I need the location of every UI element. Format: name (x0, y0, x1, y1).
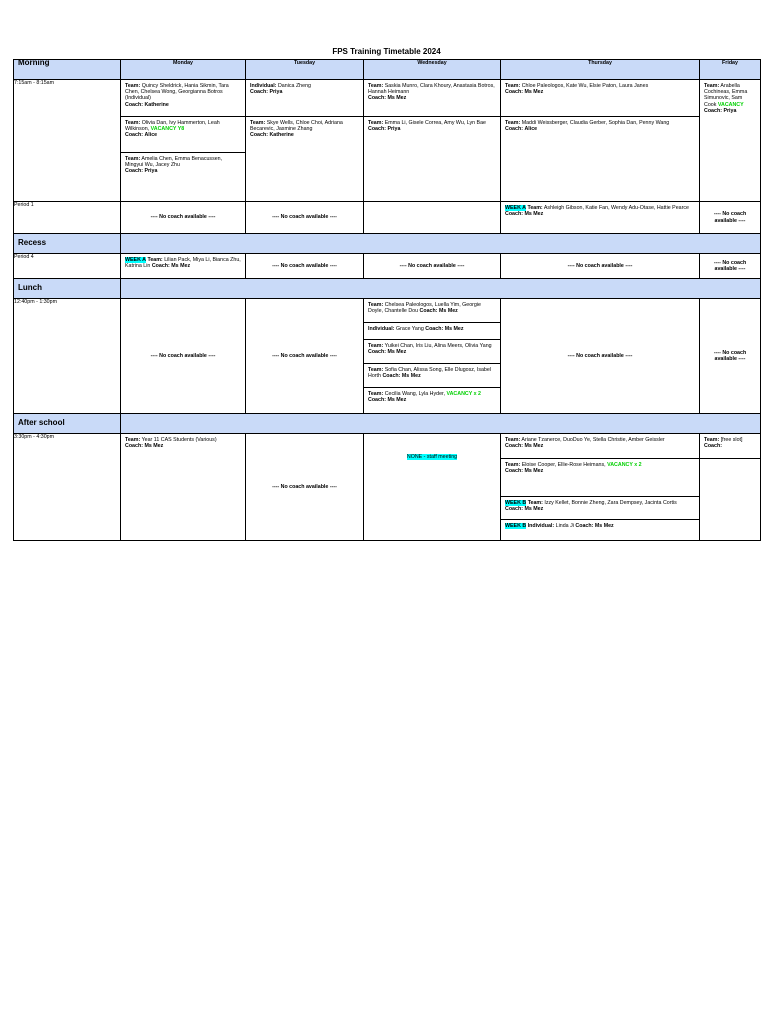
section-label-after-school: After school (14, 414, 121, 434)
individual-entry: Individual: Danica Zheng Coach: Priya (246, 80, 363, 117)
time-label-after-school: 3:30pm - 4:30pm (14, 434, 121, 541)
cell-after-thursday (501, 434, 700, 541)
cell-period4-wednesday: ---- No coach available ---- (364, 254, 501, 279)
team-entry: Team: Saskia Munro, Clara Khoury, Anastasia Botros, Hannah Heimann Coach: Ms Mez (364, 80, 500, 117)
cell-period1-monday: ---- No coach available ---- (121, 202, 246, 234)
cell-period4-monday (121, 254, 246, 279)
section-label-lunch: Lunch (14, 279, 121, 299)
team-entry: Team: Ariane Tzanerce, DuoDuo Ye, Stella Christie, Amber Geissler Coach: Ms Mez (501, 434, 699, 459)
team-entry: WEEK A Team: Ashleigh Gibson, Katie Fan, Wendy Adu-Otase, Hattie Pearce Coach: Ms Mez (505, 205, 689, 218)
team-entry: Team: Chloe Paleologos, Kate Wu, Elsie Paton, Laura Janes Coach: Ms Mez (501, 80, 699, 117)
row-recess (14, 234, 761, 254)
section-label-recess: Recess (14, 234, 121, 254)
individual-entry: Individual: Grace Yang Coach: Ms Mez (364, 323, 500, 340)
individual-entry: WEEK B Individual: Linda Ji Coach: Ms Mez (505, 523, 614, 529)
header-tuesday: Tuesday (246, 60, 364, 80)
team-entry: Team: Sofia Chan, Alissa Song, Elle Dlugosz, Isabel Horth Coach: Ms Mez (364, 364, 500, 388)
cell-period4-thursday: ---- No coach available ---- (501, 254, 700, 279)
header-wednesday: Wednesday (364, 60, 501, 80)
cell-lunch-wednesday (364, 299, 501, 414)
cell-morning-friday (700, 80, 761, 202)
vacancy-badge: VACANCY (717, 101, 744, 108)
team-entry: Team: Olivia Dan, Ivy Hammerton, Leah Wilkinson, VACANCY Y8 Coach: Alice (121, 117, 245, 153)
vacancy-badge: VACANCY x 2 (607, 462, 642, 468)
cell-morning-tuesday (246, 80, 364, 202)
row-after-school (14, 414, 761, 434)
time-label-morning: 7:15am - 8:15am (14, 80, 121, 202)
team-entry: Team: Cecilia Wang, Lyla Hyder, VACANCY x 2 Coach: Ms Mez (368, 391, 481, 404)
row-after-school-session (14, 434, 761, 541)
team-entry: Team: Skye Wells, Chloe Choi, Adriana Becarevic, Jasmine Zhang Coach: Katherine (250, 120, 343, 139)
vacancy-badge: VACANCY x 2 (446, 391, 481, 397)
section-fill (121, 279, 761, 299)
cell-period1-wednesday (364, 202, 501, 234)
cell-lunch-monday: ---- No coach available ---- (121, 299, 246, 414)
cell-period4-tuesday: ---- No coach available ---- (246, 254, 364, 279)
team-entry: Team: [free slot] Coach: (700, 434, 760, 459)
section-fill (121, 414, 761, 434)
cell-lunch-tuesday: ---- No coach available ---- (246, 299, 364, 414)
cell-after-wednesday (364, 434, 501, 541)
week-badge: WEEK B (505, 523, 527, 529)
header-row (14, 60, 761, 80)
team-entry: Team: Maddi Weissberger, Claudia Gerber, Sophia Dan, Penny Wang Coach: Alice (505, 120, 670, 133)
staff-meeting-note: NONE - staff meeting (406, 454, 458, 460)
team-entry: Team: Year 11 CAS Students (Various) Coach: Ms Mez (125, 437, 217, 450)
week-badge: WEEK A (125, 257, 146, 263)
cell-morning-thursday (501, 80, 700, 202)
team-entry: Team: Arabella Cochineas, Emma Simunovic, Sam Cook VACANCY Coach: Priya (704, 83, 748, 114)
header-friday: Friday (700, 60, 761, 80)
cell-after-tuesday: ---- No coach available ---- (246, 434, 364, 541)
time-label-period-1: Period 1 (14, 202, 121, 234)
team-entry: WEEK B Team: Izzy Kellet, Bonnie Zheng, Zara Dempsey, Jacinta Cortis Coach: Ms Mez (501, 497, 699, 520)
team-entry: Team: Emma Li, Gisele Correa, Amy Wu, Lyn Bae Coach: Priya (368, 120, 486, 133)
timetable (13, 59, 761, 541)
page-title: FPS Training Timetable 2024 (332, 47, 441, 56)
team-entry: Team: Quincy Sheldrick, Hania Sikmin, Tara Chen, Chelsea Wong, Georgianna Botros (Individual) Coach: Katherine (121, 80, 245, 117)
team-entry: Team: Chelsea Paleologos, Luella Yim, Georgie Doyle, Chantelle Dou Coach: Ms Mez (364, 299, 500, 323)
row-lunch-session (14, 299, 761, 414)
row-period-1 (14, 202, 761, 234)
cell-period4-friday: ---- No coach available ---- (700, 254, 761, 279)
header-thursday: Thursday (501, 60, 700, 80)
row-period-4 (14, 254, 761, 279)
team-entry: Team: Eloise Cooper, Ellie-Rose Heimans, VACANCY x 2 Coach: Ms Mez (501, 459, 699, 497)
cell-period1-thursday (501, 202, 700, 234)
cell-lunch-thursday: ---- No coach available ---- (501, 299, 700, 414)
week-badge: WEEK B (505, 500, 527, 506)
cell-morning-monday (121, 80, 246, 202)
vacancy-badge: VACANCY Y8 (150, 126, 185, 133)
time-label-period-4: Period 4 (14, 254, 121, 279)
week-badge: WEEK A (505, 205, 526, 211)
time-label-lunch: 12:40pm - 1:30pm (14, 299, 121, 414)
cell-period1-tuesday: ---- No coach available ---- (246, 202, 364, 234)
cell-after-friday (700, 434, 761, 541)
team-entry: WEEK A Team: Lilian Pack, Miya Li, Bianca Zhu, Katrina Lin Coach: Ms Mez (125, 257, 241, 270)
cell-after-monday (121, 434, 246, 541)
cell-morning-wednesday (364, 80, 501, 202)
row-lunch (14, 279, 761, 299)
header-morning: Morning (14, 60, 121, 80)
cell-period1-friday: ---- No coach available ---- (700, 202, 761, 234)
cell-lunch-friday: ---- No coach available ---- (700, 299, 761, 414)
row-morning (14, 80, 761, 202)
team-entry: Team: Yuikei Chan, Iris Liu, Alina Meers, Olivia Yang Coach: Ms Mez (364, 340, 500, 364)
section-fill (121, 234, 761, 254)
header-monday: Monday (121, 60, 246, 80)
team-entry: Team: Amelia Chen, Emma Benacussen, Mingyui Wu, Jacey Zhu Coach: Priya (125, 156, 223, 175)
